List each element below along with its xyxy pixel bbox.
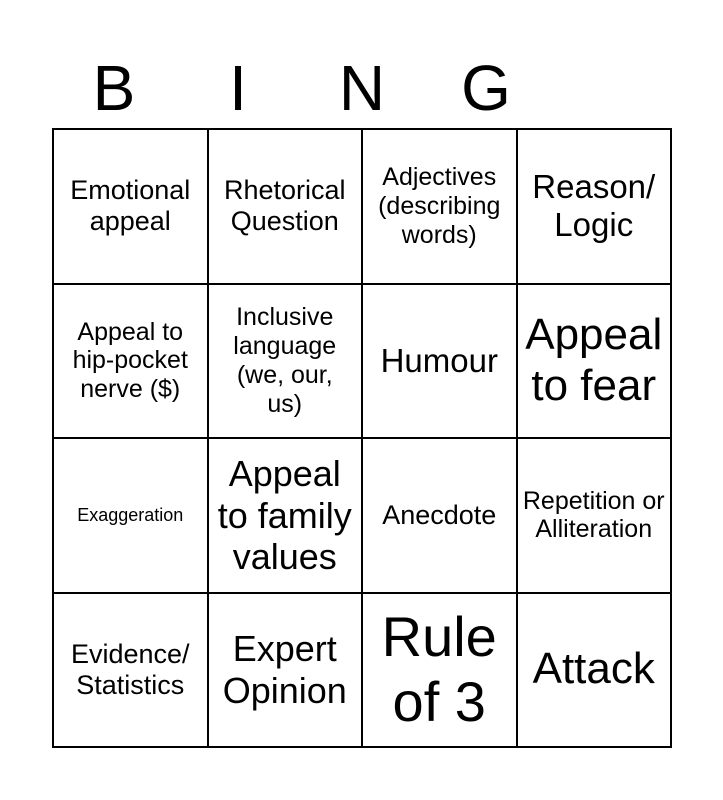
cell-text: Repetition or Alliteration: [522, 486, 665, 544]
cell-text: Adjectives (describing words): [378, 163, 501, 249]
cell-text: Inclusive language (we, our, us): [233, 303, 337, 418]
cell-text: Appeal to family values: [217, 453, 352, 577]
header-letter-b: B: [92, 52, 136, 124]
bingo-board: [52, 128, 672, 748]
bingo-cell[interactable]: [363, 439, 518, 594]
bingo-cell[interactable]: [54, 285, 209, 440]
bingo-cell[interactable]: [363, 130, 518, 285]
header-letter-n: N: [338, 52, 386, 124]
bingo-cell[interactable]: [363, 594, 518, 749]
bingo-cell[interactable]: [54, 130, 209, 285]
bingo-cell[interactable]: [209, 285, 364, 440]
cell-text: Rule of 3: [381, 605, 497, 733]
bingo-cell[interactable]: [209, 594, 364, 749]
cell-text: Reason/ Logic: [532, 168, 656, 244]
cell-text: Expert Opinion: [222, 628, 347, 711]
cell-text: Emotional appeal: [70, 175, 191, 237]
cell-text: Exaggeration: [77, 504, 184, 525]
cell-text: Appeal to hip-pocket nerve ($): [72, 317, 188, 404]
bingo-cell[interactable]: [209, 439, 364, 594]
header-letter-i: I: [229, 52, 247, 124]
bingo-cell[interactable]: [54, 439, 209, 594]
cell-text: Appeal to fear: [525, 310, 663, 410]
cell-text: Anecdote: [382, 499, 497, 530]
cell-text: Humour: [380, 341, 498, 379]
bingo-cell[interactable]: [54, 594, 209, 749]
header-letter-g: G: [461, 52, 511, 124]
bingo-cell[interactable]: [518, 285, 673, 440]
bingo-cell[interactable]: [518, 594, 673, 749]
cell-text: Evidence/ Statistics: [70, 638, 190, 700]
cell-text: Attack: [532, 644, 655, 694]
cell-text: Rhetorical Question: [223, 175, 346, 237]
bingo-header: [52, 48, 672, 128]
bingo-cell[interactable]: [518, 130, 673, 285]
bingo-cell[interactable]: [518, 439, 673, 594]
bingo-cell[interactable]: [209, 130, 364, 285]
bingo-cell[interactable]: [363, 285, 518, 440]
